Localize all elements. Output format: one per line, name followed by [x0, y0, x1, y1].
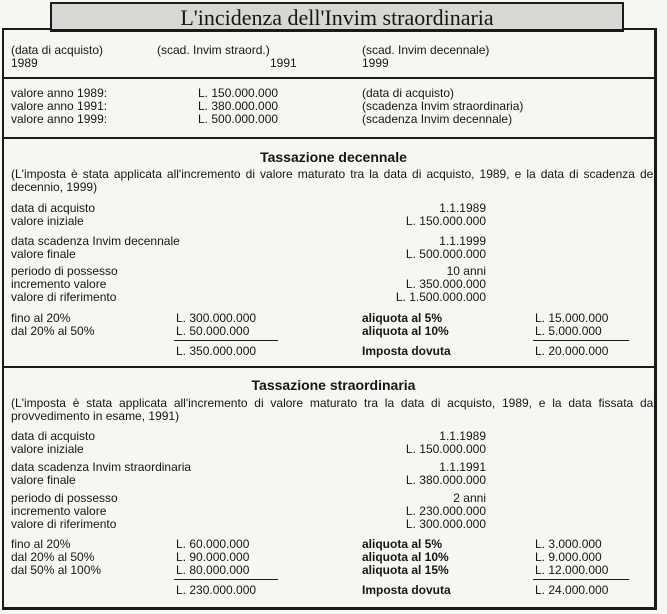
detail-label: data scadenza Invim straordinaria — [11, 460, 192, 474]
bracket-rate: aliquota al 5% — [362, 537, 443, 551]
divider — [4, 137, 655, 139]
bracket-rate: aliquota al 10% — [362, 550, 449, 564]
header-decennial-label: (scad. Invim decennale) — [362, 43, 490, 57]
header-purchase-year: 1989 — [11, 56, 38, 70]
detail-value: 1.1.1989 — [439, 201, 486, 215]
divider — [4, 77, 655, 79]
detail-label: valore di riferimento — [11, 517, 117, 531]
bracket-amount: L. 300.000.000 — [176, 311, 257, 325]
sum-line — [174, 579, 278, 580]
detail-value: L. 150.000.000 — [405, 442, 486, 456]
detail-value: 10 anni — [446, 264, 486, 278]
sum-line — [533, 340, 629, 341]
header-extraordinary-label: (scad. Invim straord.) — [157, 43, 270, 57]
bracket-tax: L. 3.000.000 — [535, 537, 602, 551]
detail-label: data di acquisto — [11, 201, 96, 215]
bracket-tax: L. 9.000.000 — [535, 550, 602, 564]
total-amount: L. 350.000.000 — [176, 344, 257, 358]
divider — [4, 366, 655, 368]
bracket-tax: L. 15.000.000 — [535, 311, 609, 325]
section-note-extraordinary: (L'imposta è stata applicata all'incremento di valore maturato tra la data di acquisto, 1989, e la data fissata dal provvedimento in esame, 1991) — [11, 396, 656, 423]
detail-label: periodo di possesso — [11, 264, 118, 278]
detail-value: 1.1.1991 — [439, 460, 486, 474]
value-note: (scadenza Invim straordinaria) — [362, 99, 524, 113]
detail-value: 1.1.1989 — [439, 429, 486, 443]
detail-label: valore finale — [11, 247, 76, 261]
bracket-label: dal 20% al 50% — [11, 550, 95, 564]
bracket-amount: L. 60.000.000 — [176, 537, 250, 551]
section-title-decennial: Tassazione decennale — [260, 149, 407, 165]
bracket-label: dal 50% al 100% — [11, 563, 102, 577]
detail-value: L. 350.000.000 — [405, 277, 486, 291]
document-title: L'incidenza dell'Invim straordinaria — [50, 2, 624, 32]
header-decennial-year: 1999 — [362, 56, 389, 70]
total-amount: L. 230.000.000 — [176, 583, 257, 597]
value-label: valore anno 1991: — [11, 99, 108, 113]
detail-label: valore finale — [11, 473, 76, 487]
header-extraordinary-year: 1991 — [270, 56, 297, 70]
value-note: (data di acquisto) — [362, 86, 455, 100]
bracket-rate: aliquota al 15% — [362, 563, 449, 577]
bracket-label: fino al 20% — [11, 537, 71, 551]
detail-value: L. 500.000.000 — [405, 247, 486, 261]
total-tax: L. 24.000.000 — [535, 583, 609, 597]
total-label: Imposta dovuta — [362, 344, 451, 358]
bracket-rate: aliquota al 10% — [362, 324, 449, 338]
sum-line — [174, 340, 278, 341]
bracket-amount: L. 80.000.000 — [176, 563, 250, 577]
detail-value: L. 380.000.000 — [405, 473, 486, 487]
bracket-amount: L. 50.000.000 — [176, 324, 250, 338]
bracket-rate: aliquota al 5% — [362, 311, 443, 325]
bracket-tax: L. 12.000.000 — [535, 563, 609, 577]
sum-line — [533, 579, 629, 580]
section-title-extraordinary: Tassazione straordinaria — [251, 377, 416, 393]
detail-label: data di acquisto — [11, 429, 96, 443]
detail-label: valore di riferimento — [11, 290, 117, 304]
value-amount: L. 150.000.000 — [198, 86, 279, 100]
detail-label: incremento valore — [11, 277, 107, 291]
bracket-tax: L. 5.000.000 — [535, 324, 602, 338]
value-label: valore anno 1989: — [11, 86, 108, 100]
detail-value: L. 230.000.000 — [405, 504, 486, 518]
detail-value: L. 300.000.000 — [405, 517, 486, 531]
total-label: Imposta dovuta — [362, 583, 451, 597]
total-tax: L. 20.000.000 — [535, 344, 609, 358]
section-note-decennial: (L'imposta è stata applicata all'incremento di valore maturato tra la data di acquisto, 1989, e la data di scadenza del decennio, 1999) — [11, 167, 656, 194]
header-purchase-label: (data di acquisto) — [11, 43, 104, 57]
detail-label: valore iniziale — [11, 442, 84, 456]
bracket-amount: L. 90.000.000 — [176, 550, 250, 564]
value-amount: L. 500.000.000 — [198, 112, 279, 126]
bracket-label: dal 20% al 50% — [11, 324, 95, 338]
value-label: valore anno 1999: — [11, 112, 108, 126]
detail-label: valore iniziale — [11, 214, 84, 228]
detail-label: data scadenza Invim decennale — [11, 234, 180, 248]
detail-value: L. 1.500.000.000 — [395, 290, 486, 304]
detail-value: 1.1.1999 — [439, 234, 486, 248]
detail-label: periodo di possesso — [11, 491, 118, 505]
detail-value: 2 anni — [453, 491, 486, 505]
value-amount: L. 380.000.000 — [198, 99, 279, 113]
detail-label: incremento valore — [11, 504, 107, 518]
detail-value: L. 150.000.000 — [405, 214, 486, 228]
value-note: (scadenza Invim decennale) — [362, 112, 513, 126]
bracket-label: fino al 20% — [11, 311, 71, 325]
